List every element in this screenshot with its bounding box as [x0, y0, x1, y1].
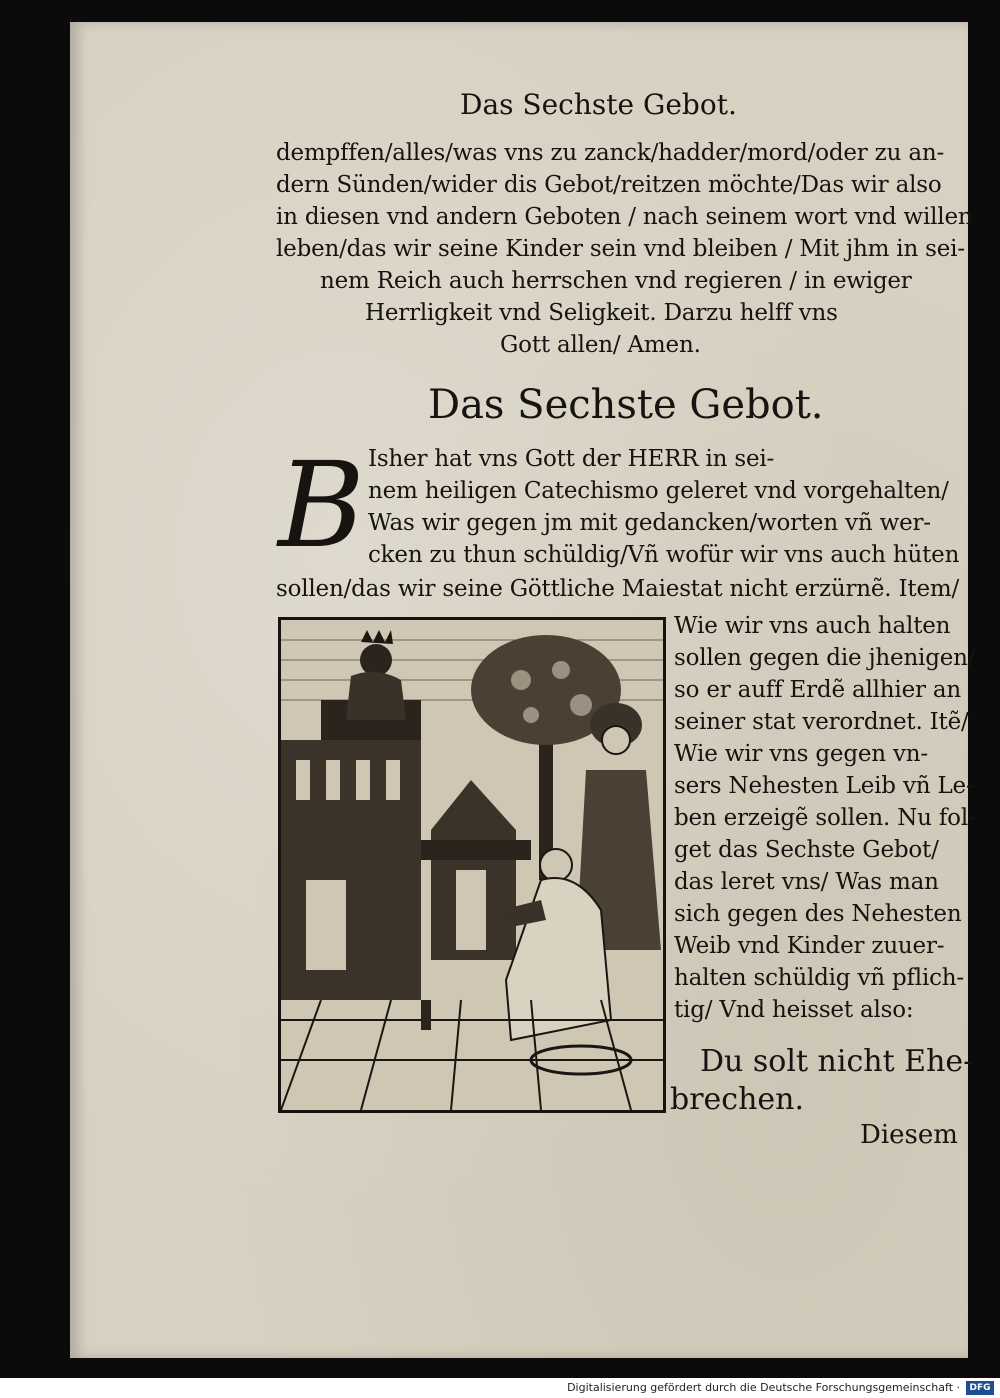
side-line-10: sich gegen des Nehesten [674, 901, 962, 927]
book-page [70, 22, 976, 1358]
side-line-6: sers Nehesten Leib vñ Le- [674, 773, 974, 799]
side-line-7: ben erzeigẽ sollen. Nu fol- [674, 805, 976, 831]
catchword: Diesem [860, 1120, 958, 1150]
bleed-through-left [165, 162, 245, 322]
body-line-4: leben/das wir seine Kinder sein vnd bleiben / Mit jhm in sei- [276, 236, 965, 262]
intro-line-5: sollen/das wir seine Göttliche Maiestat nicht erzürnẽ. Item/ [276, 576, 960, 602]
body-line-1: dempffen/alles/was vns zu zanck/hadder/mord/oder zu an- [276, 140, 945, 166]
woodcut-david-bathsheba-icon [281, 620, 663, 1110]
side-line-2: sollen gegen die jhenigen/ [674, 645, 976, 671]
dfg-logo-icon: DFG [966, 1381, 994, 1395]
side-line-11: Weib vnd Kinder zuuer- [674, 933, 945, 959]
section-title: Das Sechste Gebot. [428, 382, 824, 428]
side-line-13: tig/ Vnd heisset also: [674, 997, 914, 1023]
intro-line-1: Isher hat vns Gott der HERR in sei- [368, 446, 775, 472]
side-line-3: so er auff Erdẽ allhier an [674, 677, 962, 703]
intro-line-3: Was wir gegen jm mit gedancken/worten vñ wer- [368, 510, 931, 536]
footer-credit-text: Digitalisierung gefördert durch die Deutsche Forschungsgemeinschaft · [567, 1381, 960, 1394]
side-line-4: seiner stat verordnet. Itẽ/ [674, 709, 969, 735]
digitization-footer [0, 1378, 1000, 1398]
side-line-5: Wie wir vns gegen vn- [674, 741, 928, 767]
body-line-2: dern Sünden/wider dis Gebot/reitzen möchte/Das wir also [276, 172, 942, 198]
intro-line-4: cken zu thun schüldig/Vñ wofür wir vns auch hüten [368, 542, 960, 568]
woodcut-illustration [278, 617, 666, 1113]
body-line-3: in diesen vnd andern Geboten / nach seinem wort vnd willen [276, 204, 973, 230]
running-head: Das Sechste Gebot. [460, 88, 737, 121]
drop-cap-initial: B [278, 436, 365, 574]
body-line-6: Herrligkeit vnd Seligkeit. Darzu helff vns [365, 300, 838, 326]
body-line-7: Gott allen/ Amen. [500, 332, 701, 358]
side-line-9: das leret vns/ Was man [674, 869, 939, 895]
side-line-8: get das Sechste Gebot/ [674, 837, 939, 863]
side-line-12: halten schüldig vñ pflich- [674, 965, 964, 991]
commandment-line-2: brechen. [670, 1082, 805, 1117]
intro-line-2: nem heiligen Catechismo geleret vnd vorgehalten/ [368, 478, 949, 504]
commandment-line-1: Du solt nicht Ehe- [700, 1044, 974, 1079]
side-line-1: Wie wir vns auch halten [674, 613, 951, 639]
body-line-5: nem Reich auch herrschen vnd regieren / in ewiger [320, 268, 912, 294]
